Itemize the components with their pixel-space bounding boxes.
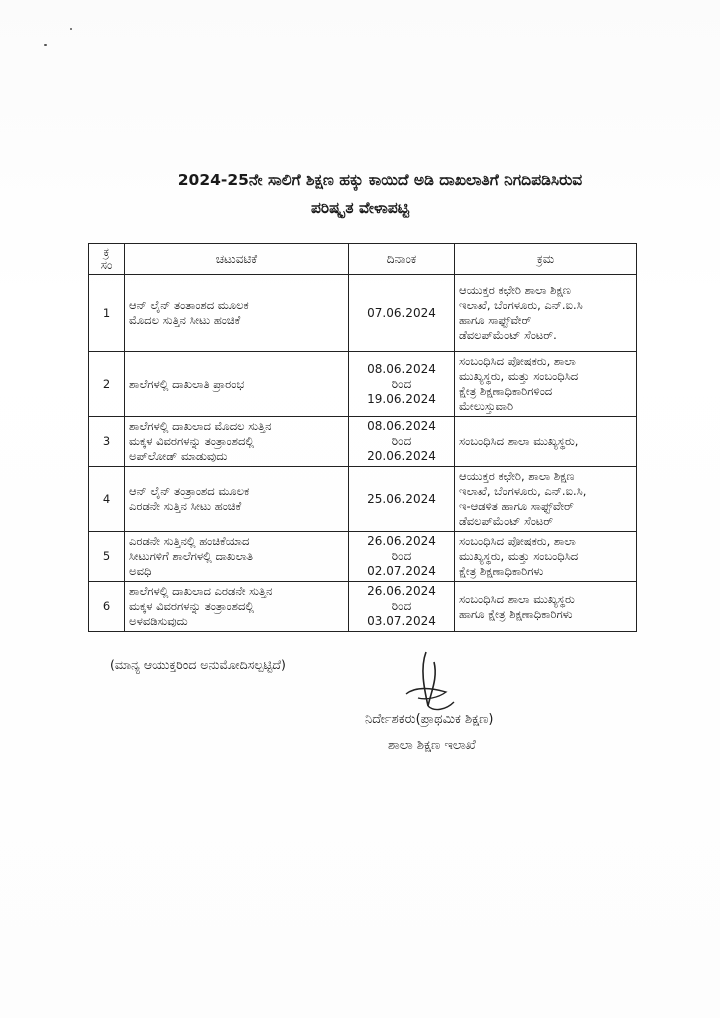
row-date bbox=[349, 582, 455, 632]
row-serial-number: 2 bbox=[89, 352, 125, 417]
signatory-title: ನಿರ್ದೇಶಕರು(ಪ್ರಾಥಮಿಕ ಶಿಕ್ಷಣ) bbox=[365, 712, 494, 727]
responsibility-line: ಕ್ಷೇತ್ರ ಶಿಕ್ಷಣಾಧಿಕಾರಿಗಳಿಂದ bbox=[459, 384, 553, 398]
responsibility-line: ಮುಖ್ಯಸ್ಥರು, ಮತ್ತು ಸಂಬಂಧಿಸಿದ bbox=[459, 549, 579, 563]
responsibility-line: ಇಲಾಖೆ, ಬೆಂಗಳೂರು, ಎನ್.ಐ.ಸಿ bbox=[459, 298, 583, 312]
responsibility-line: ಮುಖ್ಯಸ್ಥರು, ಮತ್ತು ಸಂಬಂಧಿಸಿದ bbox=[459, 369, 579, 383]
date-line: 26.06.2024 bbox=[367, 584, 436, 598]
row-responsibility bbox=[455, 352, 637, 417]
scan-speck bbox=[70, 28, 72, 30]
date-line: 20.06.2024 bbox=[367, 449, 436, 463]
header-activity: ಚಟುವಟಿಕೆ bbox=[125, 244, 349, 275]
row-serial-number: 1 bbox=[89, 275, 125, 352]
table-row bbox=[89, 275, 637, 352]
activity-line: ಶಾಲೆಗಳಲ್ಲಿ ದಾಖಲಾದ ಮೊದಲ ಸುತ್ತಿನ bbox=[129, 419, 272, 433]
date-line: 07.06.2024 bbox=[367, 305, 436, 320]
date-line: 02.07.2024 bbox=[367, 564, 436, 578]
row-date bbox=[349, 417, 455, 467]
date-line: ರಿಂದ bbox=[391, 376, 412, 391]
header-responsibility: ಕ್ರಮ bbox=[455, 244, 637, 275]
activity-line: ಅಪ್‌ಲೋಡ್ ಮಾಡುವುದು bbox=[129, 449, 228, 463]
row-activity bbox=[125, 467, 349, 532]
responsibility-line: ಮೇಲುಸ್ತುವಾರಿ bbox=[459, 399, 514, 413]
activity-line: ಶಾಲೆಗಳಲ್ಲಿ ದಾಖಲಾದ ಎರಡನೇ ಸುತ್ತಿನ bbox=[129, 584, 273, 598]
responsibility-line: ಕ್ಷೇತ್ರ ಶಿಕ್ಷಣಾಧಿಕಾರಿಗಳು bbox=[459, 564, 544, 578]
date-line: 08.06.2024 bbox=[367, 419, 436, 433]
table-row bbox=[89, 467, 637, 532]
date-line: 08.06.2024 bbox=[367, 361, 436, 376]
row-responsibility bbox=[455, 275, 637, 352]
row-serial-number: 6 bbox=[89, 582, 125, 632]
date-line: 19.06.2024 bbox=[367, 391, 436, 406]
date-line: 03.07.2024 bbox=[367, 614, 436, 628]
row-responsibility bbox=[455, 467, 637, 532]
date-line: 25.06.2024 bbox=[367, 491, 436, 506]
row-activity bbox=[125, 532, 349, 582]
activity-line: ಶಾಲೆಗಳಲ್ಲಿ ದಾಖಲಾತಿ ಪ್ರಾರಂಭ bbox=[129, 376, 245, 391]
header-date: ದಿನಾಂಕ bbox=[349, 244, 455, 275]
row-responsibility bbox=[455, 582, 637, 632]
row-date bbox=[349, 467, 455, 532]
row-serial-number: 4 bbox=[89, 467, 125, 532]
responsibility-line: ಸಂಬಂಧಿಸಿದ ಪೋಷಕರು, ಶಾಲಾ bbox=[459, 534, 576, 548]
row-date bbox=[349, 352, 455, 417]
responsibility-line: ಸಂಬಂಧಿಸಿದ ಶಾಲಾ ಮುಖ್ಯಸ್ಥರು bbox=[459, 591, 575, 606]
document-title: 2024-25ನೇ ಸಾಲಿಗೆ ಶಿಕ್ಷಣ ಹಕ್ಕು ಕಾಯಿದೆ ಅಡಿ ದಾಖಲಾತಿಗೆ ನಿಗದಿಪಡಿಸಿರುವ bbox=[177, 171, 583, 189]
row-activity bbox=[125, 417, 349, 467]
row-serial-number: 5 bbox=[89, 532, 125, 582]
header-serial-line1: ಕ್ರ bbox=[103, 245, 110, 259]
activity-line: ಆನ್ ಲೈನ್ ತಂತಾಂಶದ ಮೂಲಕ bbox=[129, 298, 249, 312]
date-line: 26.06.2024 bbox=[367, 534, 436, 548]
activity-line: ಮಕ್ಕಳ ವಿವರಗಳನ್ನು ತಂತ್ರಾಂಶದಲ್ಲಿ bbox=[129, 599, 255, 613]
date-line: ರಿಂದ bbox=[391, 599, 412, 613]
row-serial-number: 3 bbox=[89, 417, 125, 467]
activity-line: ಆನ್ ಲೈನ್ ತಂತ್ರಾಂಶದ ಮೂಲಕ bbox=[129, 484, 250, 498]
row-responsibility bbox=[455, 532, 637, 582]
row-activity bbox=[125, 352, 349, 417]
table-row bbox=[89, 582, 637, 632]
responsibility-line: ಡೆವಲಪ್‌ಮೆಂಟ್ ಸೆಂಟರ್. bbox=[459, 328, 557, 342]
responsibility-line: ಆಯುಕ್ತರ ಕಛೇರಿ, ಶಾಲಾ ಶಿಕ್ಷಣ bbox=[459, 469, 575, 483]
date-line: ರಿಂದ bbox=[391, 549, 412, 563]
activity-line: ಎರಡನೇ ಸುತ್ತಿನ ಸೀಟು ಹಂಚಿಕೆ bbox=[129, 499, 242, 513]
responsibility-line: ಹಾಗೂ ಸಾಫ್ಟ್‌ವೇರ್ bbox=[459, 313, 532, 327]
table-header-row bbox=[89, 244, 637, 275]
row-date bbox=[349, 275, 455, 352]
approval-note: (ಮಾನ್ಯ ಆಯುಕ್ತರಿಂದ ಅನುಮೋದಿಸಲ್ಪಟ್ಟಿದೆ) bbox=[110, 657, 286, 672]
activity-line: ಸೀಟುಗಳಿಗೆ ಶಾಲೆಗಳಲ್ಲಿ ದಾಖಲಾತಿ bbox=[129, 549, 253, 563]
header-serial-number bbox=[89, 244, 125, 275]
activity-line: ಎರಡನೇ ಸುತ್ತಿನಲ್ಲಿ ಹಂಚಿಕೆಯಾದ bbox=[129, 534, 250, 548]
table-row bbox=[89, 532, 637, 582]
scan-speck bbox=[44, 44, 47, 46]
responsibility-line: ಆಯುಕ್ತರ ಕಛೇರಿ ಶಾಲಾ ಶಿಕ್ಷಣ bbox=[459, 283, 571, 297]
responsibility-line: ಇ-ಆಡಳಿತ ಹಾಗೂ ಸಾಫ್ಟ್‌ವೇರ್ bbox=[459, 499, 574, 513]
table-row bbox=[89, 417, 637, 467]
signatory-department: ಶಾಲಾ ಶಿಕ್ಷಣ ಇಲಾಖೆ bbox=[388, 738, 476, 753]
date-line: ರಿಂದ bbox=[391, 434, 412, 448]
responsibility-line: ಸಂಬಂಧಿಸಿದ ಪೋಷಕರು, ಶಾಲಾ bbox=[459, 354, 576, 368]
activity-line: ಮೊದಲ ಸುತ್ತಿನ ಸೀಟು ಹಂಚಿಕೆ bbox=[129, 313, 241, 327]
header-serial-line2: ಸಂ bbox=[100, 258, 113, 272]
activity-line: ಅಳವಡಿಸುವುದು bbox=[129, 614, 188, 628]
row-responsibility bbox=[455, 417, 637, 467]
row-activity bbox=[125, 275, 349, 352]
table-row bbox=[89, 352, 637, 417]
row-date bbox=[349, 532, 455, 582]
row-activity bbox=[125, 582, 349, 632]
responsibility-line: ಡೆವಲಪ್‌ಮೆಂಟ್ ಸೆಂಟರ್ bbox=[459, 514, 554, 528]
schedule-table bbox=[88, 243, 637, 632]
activity-line: ಮಕ್ಕಳ ವಿವರಗಳನ್ನು ತಂತ್ರಾಂಶದಲ್ಲಿ bbox=[129, 434, 255, 448]
document-subtitle: ಪರಿಷ್ಕೃತ ವೇಳಾಪಟ್ಟಿ bbox=[310, 199, 410, 217]
responsibility-line: ಸಂಬಂಧಿಸಿದ ಶಾಲಾ ಮುಖ್ಯಸ್ಥರು, bbox=[459, 434, 579, 448]
activity-line: ಅವಧಿ bbox=[129, 564, 152, 578]
responsibility-line: ಇಲಾಖೆ, ಬೆಂಗಳೂರು, ಎನ್.ಐ.ಸಿ, bbox=[459, 484, 587, 498]
responsibility-line: ಹಾಗೂ ಕ್ಷೇತ್ರ ಶಿಕ್ಷಣಾಧಿಕಾರಿಗಳು bbox=[459, 606, 573, 621]
